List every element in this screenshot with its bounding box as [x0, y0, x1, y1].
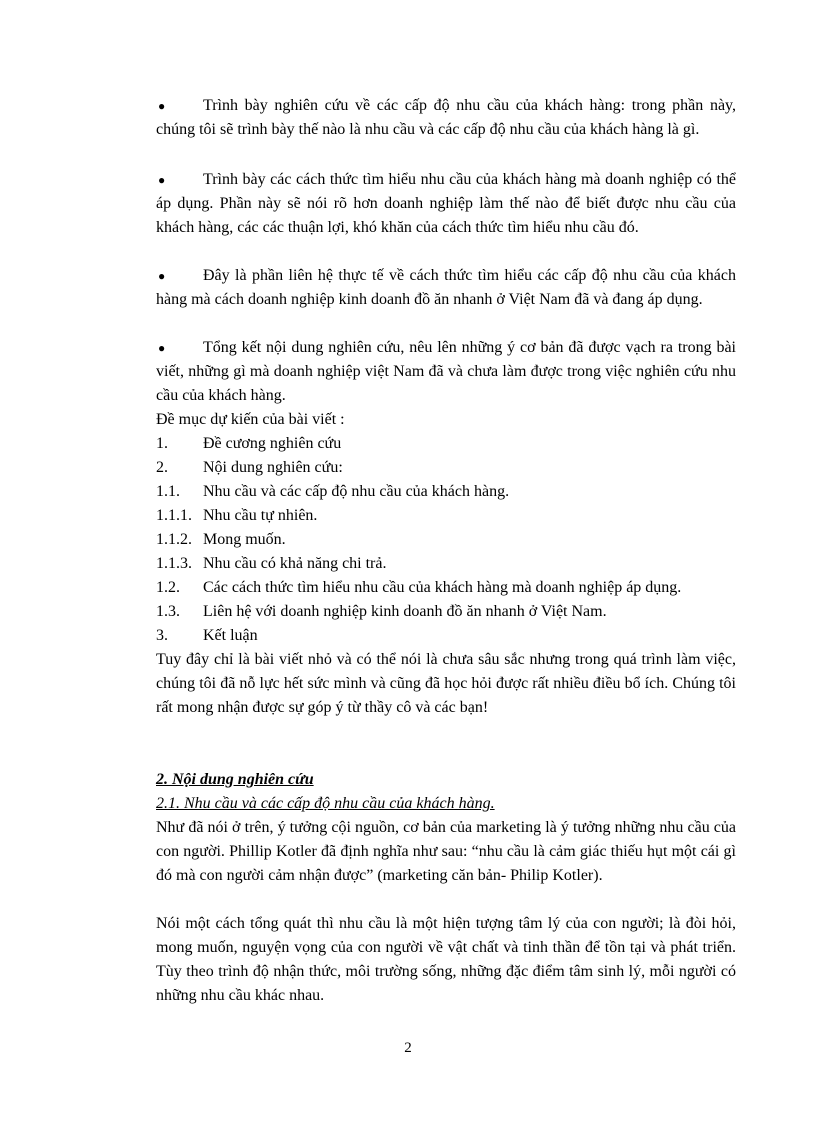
outline-item: Mong muốn. — [203, 531, 286, 548]
body-paragraph: Như đã nói ở trên, ý tưởng cội nguồn, cơ bản của marketing là ý tưởng những nhu cầu của con người. Phillip Kotler đã định nghĩa như sau: “nhu cầu là cảm giác thiếu hụt một cái gì đó mà con người cảm nhận được” (marketing căn bản- Philip Kotler). — [156, 819, 736, 884]
outline-intro: Đề mục dự kiến của bài viết : — [156, 411, 345, 428]
bullet-icon: ● — [158, 269, 166, 283]
bullet-icon: ● — [158, 173, 166, 187]
section-heading: 2. Nội dung nghiên cứu — [156, 771, 314, 788]
outline-item: Kết luận — [203, 627, 258, 644]
bullet-paragraph: Đây là phần liên hệ thực tế về cách thức tìm hiểu các cấp độ nhu cầu của khách hàng mà cách doanh nghiệp kinh doanh đồ ăn nhanh ở Việt Nam đã và đang áp dụng. — [156, 267, 736, 308]
outline-number: 1.1.2. — [156, 531, 192, 548]
outline-number: 1. — [156, 435, 168, 452]
outline-number: 1.1.1. — [156, 507, 192, 524]
outline-item: Nhu cầu và các cấp độ nhu cầu của khách hàng. — [203, 483, 510, 500]
outline-number: 1.3. — [156, 603, 180, 620]
closing-paragraph: Tuy đây chỉ là bài viết nhỏ và có thể nói là chưa sâu sắc nhưng trong quá trình làm việc, chúng tôi đã nỗ lực hết sức mình và cũng đã học hỏi được rất nhiều điều bổ ích. Chúng tôi rất mong nhận được sự góp ý từ thầy cô và các bạn! — [156, 651, 736, 716]
outline-item: Các cách thức tìm hiểu nhu cầu của khách hàng mà doanh nghiệp áp dụng. — [203, 579, 682, 596]
outline-item: Nội dung nghiên cứu: — [203, 459, 343, 476]
outline-number: 1.1.3. — [156, 555, 192, 572]
outline-item: Nhu cầu có khả năng chi trả. — [203, 555, 387, 572]
bullet-icon: ● — [158, 341, 166, 355]
page-number: 2 — [404, 1040, 412, 1056]
bullet-paragraph: Trình bày nghiên cứu về các cấp độ nhu cầu của khách hàng: trong phần này, chúng tôi sẽ trình bày thế nào là nhu cầu và các cấp độ nhu cầu của khách hàng là gì. — [156, 97, 736, 138]
bullet-paragraph: Trình bày các cách thức tìm hiểu nhu cầu của khách hàng mà doanh nghiệp có thể áp dụng. Phần này sẽ nói rõ hơn doanh nghiệp làm thế nào để biết được nhu cầu của khách hàng, các các thuận lợi, khó khăn của cách thức tìm hiểu nhu cầu đó. — [156, 171, 736, 236]
outline-item: Liên hệ với doanh nghiệp kinh doanh đồ ăn nhanh ở Việt Nam. — [203, 603, 607, 620]
outline-number: 1.2. — [156, 579, 180, 596]
subsection-heading: 2.1. Nhu cầu và các cấp độ nhu cầu của khách hàng. — [156, 795, 495, 812]
body-paragraph: Nói một cách tổng quát thì nhu cầu là một hiện tượng tâm lý của con người; là đòi hỏi, mong muốn, nguyện vọng của con người về vật chất và tinh thần để tồn tại và phát triển. Tùy theo trình độ nhận thức, môi trường sống, những đặc điểm tâm sinh lý, mỗi người có những nhu cầu khác nhau. — [156, 915, 736, 1004]
bullet-paragraph: Tổng kết nội dung nghiên cứu, nêu lên những ý cơ bản đã được vạch ra trong bài viết, những gì mà doanh nghiệp việt Nam đã và chưa làm được trong việc nghiên cứu nhu cầu của khách hàng. — [156, 339, 736, 404]
outline-number: 3. — [156, 627, 168, 644]
outline-item: Đề cương nghiên cứu — [203, 435, 342, 452]
outline-number: 2. — [156, 459, 168, 476]
outline-item: Nhu cầu tự nhiên. — [203, 507, 318, 524]
bullet-icon: ● — [158, 99, 166, 113]
outline-number: 1.1. — [156, 483, 180, 500]
